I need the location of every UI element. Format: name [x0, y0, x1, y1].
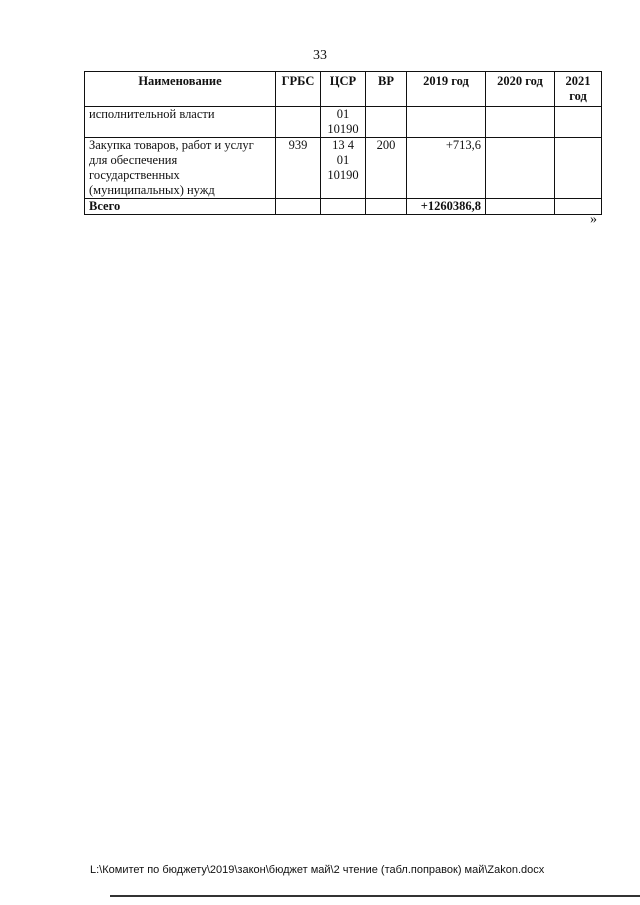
row-name: Закупка товаров, работ и услуг для обеспечения государственных (муниципальных) нужд	[85, 138, 276, 199]
row-csr: 01 10190	[321, 107, 366, 138]
amendments-table	[84, 71, 602, 215]
closing-quote: »	[590, 212, 597, 227]
row-2020	[486, 138, 555, 199]
row-2021	[555, 107, 602, 138]
header-2020: 2020 год	[486, 72, 555, 107]
bottom-rule	[110, 895, 640, 897]
row-grbs	[276, 107, 321, 138]
row-csr: 13 4 01 10190	[321, 138, 366, 199]
row-vr	[366, 199, 407, 215]
row-vr: 200	[366, 138, 407, 199]
row-name: исполнительной власти	[85, 107, 276, 138]
row-grbs: 939	[276, 138, 321, 199]
header-csr: ЦСР	[321, 72, 366, 107]
row-csr	[321, 199, 366, 215]
total-2019: +1260386,8	[407, 199, 486, 215]
row-2019	[407, 107, 486, 138]
table-header-row	[85, 72, 602, 107]
footer-file-path: L:\Комитет по бюджету\2019\закон\бюджет май\2 чтение (табл.поправок) май\Zakon.docx	[90, 864, 545, 876]
table-row	[85, 138, 602, 199]
row-grbs	[276, 199, 321, 215]
header-vr: ВР	[366, 72, 407, 107]
header-2021: 2021 год	[555, 72, 602, 107]
total-label: Всего	[85, 199, 276, 215]
header-2019: 2019 год	[407, 72, 486, 107]
row-2020	[486, 107, 555, 138]
header-grbs: ГРБС	[276, 72, 321, 107]
row-vr	[366, 107, 407, 138]
row-2021	[555, 138, 602, 199]
total-row	[85, 199, 602, 215]
header-name: Наименование	[85, 72, 276, 107]
page-number: 33	[313, 48, 327, 63]
table-row	[85, 107, 602, 138]
row-2020	[486, 199, 555, 215]
row-2019: +713,6	[407, 138, 486, 199]
